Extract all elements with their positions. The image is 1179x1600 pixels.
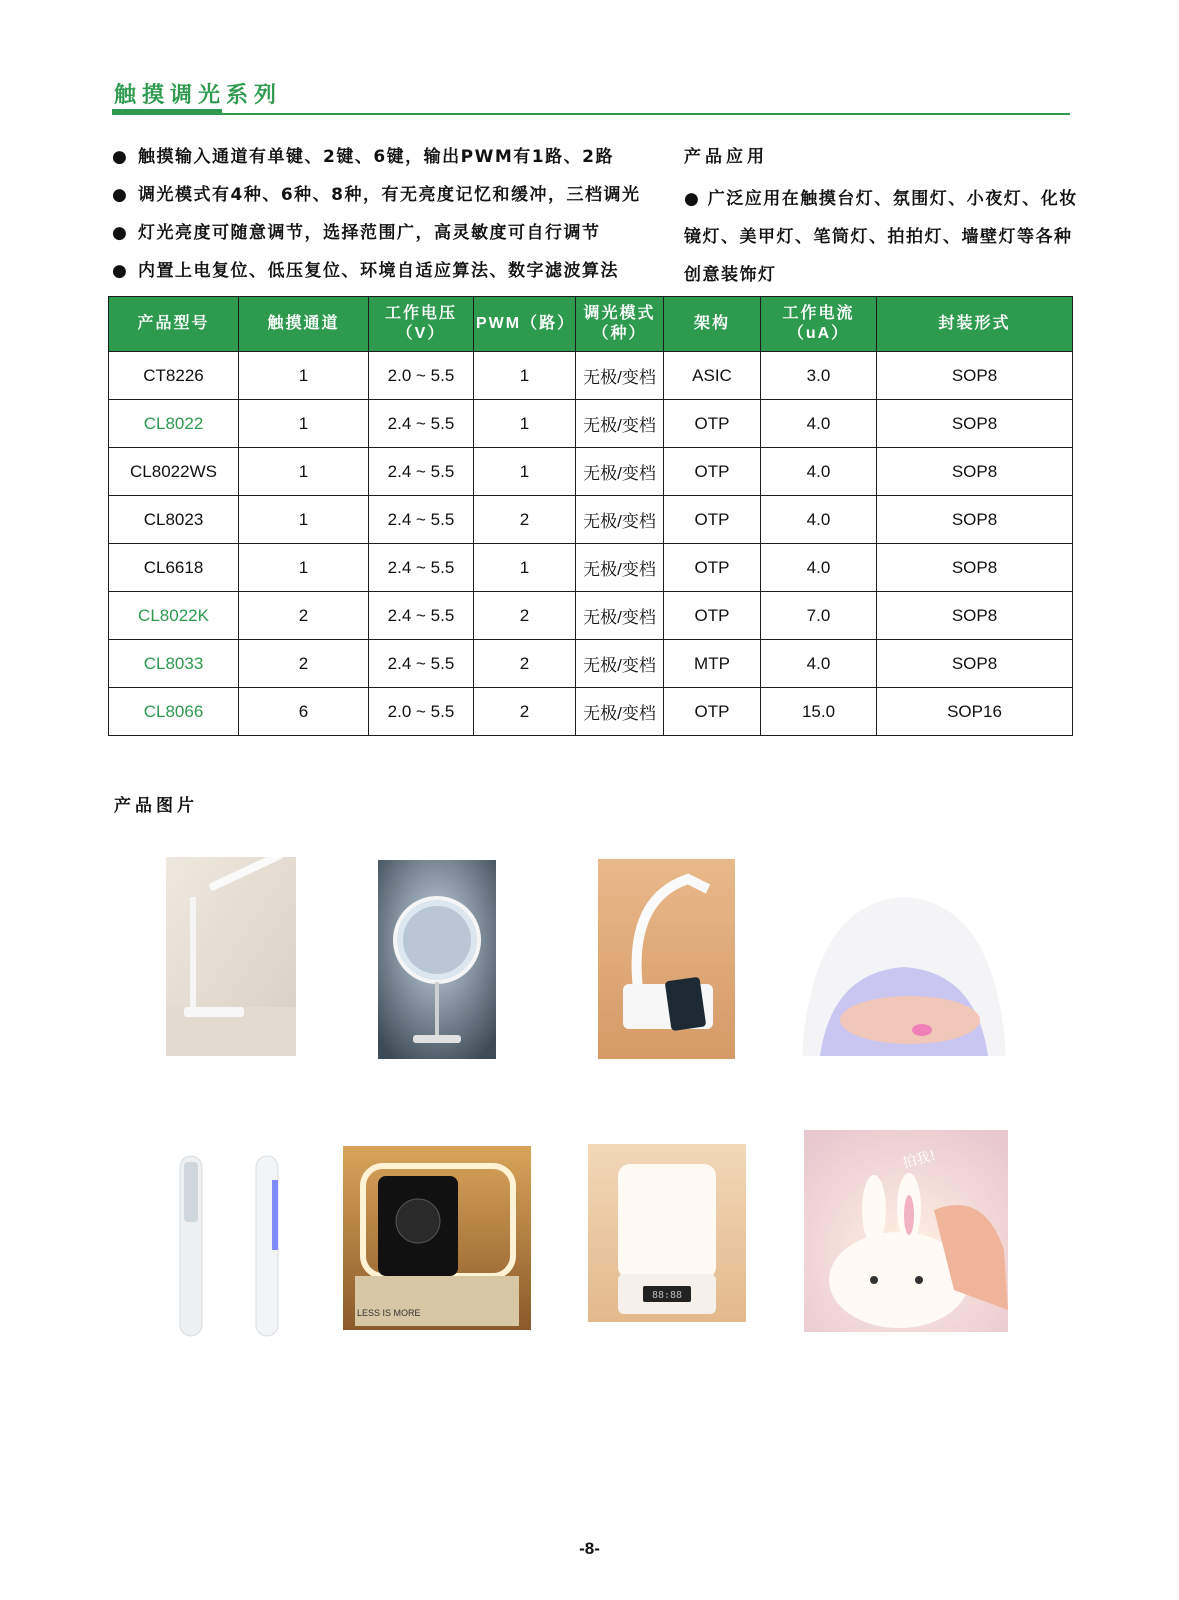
- header-line: PWM（路）: [476, 315, 576, 332]
- table-cell-mode: 无极/变档: [576, 592, 664, 640]
- header-line: 产品型号: [137, 315, 210, 332]
- table-row: [109, 352, 1073, 400]
- spec-table: [108, 296, 1073, 736]
- table-cell-current: 3.0: [761, 352, 877, 400]
- table-cell-model: CL8022WS: [109, 448, 239, 496]
- table-cell-arch: OTP: [664, 400, 761, 448]
- page-number: -8-: [579, 1539, 600, 1558]
- header-line: 触摸通道: [267, 315, 340, 332]
- table-cell-arch: OTP: [664, 592, 761, 640]
- table-row: [109, 640, 1073, 688]
- bullet-icon: ●: [112, 147, 129, 167]
- table-cell-channels: 1: [239, 448, 369, 496]
- speaker-lamp-illustration: [343, 1146, 531, 1330]
- feature-text: 触摸输入通道有单键、2键、6键，输出PWM有1路、2路: [138, 147, 614, 167]
- desk-lamp-illustration: [166, 857, 296, 1056]
- table-cell-channels: 1: [239, 400, 369, 448]
- table-cell-current: 15.0: [761, 688, 877, 736]
- table-cell-current: 4.0: [761, 496, 877, 544]
- table-cell-pwm: 2: [474, 496, 576, 544]
- table-cell-voltage: 2.4 ~ 5.5: [369, 640, 474, 688]
- table-cell-arch: OTP: [664, 496, 761, 544]
- col-header: [369, 297, 474, 352]
- table-cell-package: SOP16: [877, 688, 1073, 736]
- table-cell-current: 4.0: [761, 448, 877, 496]
- table-cell-pwm: 2: [474, 688, 576, 736]
- table-cell-package: SOP8: [877, 544, 1073, 592]
- night-light-illustration: [588, 1144, 746, 1322]
- table-cell-arch: ASIC: [664, 352, 761, 400]
- table-cell-current: 7.0: [761, 592, 877, 640]
- uv-wand-lamp-photo: [172, 1150, 292, 1340]
- col-header: [664, 297, 761, 352]
- header-line: 工作电压: [384, 305, 457, 322]
- table-cell-arch: OTP: [664, 544, 761, 592]
- desk-lamp-photo: [166, 857, 296, 1056]
- table-cell-channels: 1: [239, 544, 369, 592]
- table-row: [109, 592, 1073, 640]
- col-header: [761, 297, 877, 352]
- table-cell-pwm: 1: [474, 352, 576, 400]
- table-cell-arch: OTP: [664, 688, 761, 736]
- table-row: [109, 448, 1073, 496]
- table-row: [109, 544, 1073, 592]
- table-cell-mode: 无极/变档: [576, 544, 664, 592]
- table-cell-package: SOP8: [877, 640, 1073, 688]
- table-row: [109, 496, 1073, 544]
- table-cell-voltage: 2.0 ~ 5.5: [369, 352, 474, 400]
- table-cell-channels: 1: [239, 496, 369, 544]
- speaker-caption: LESS IS MORE: [357, 1308, 421, 1318]
- nail-lamp-photo: [792, 872, 1016, 1056]
- table-cell-model: CT8226: [109, 352, 239, 400]
- header-rule: [112, 113, 1070, 115]
- col-header: [239, 297, 369, 352]
- table-cell-channels: 1: [239, 352, 369, 400]
- bunny-night-light-photo: [804, 1130, 1008, 1332]
- bullet-icon: ●: [112, 261, 129, 281]
- table-cell-pwm: 1: [474, 400, 576, 448]
- col-header: [576, 297, 664, 352]
- feature-text: 灯光亮度可随意调节，选择范围广，高灵敏度可自行调节: [138, 223, 601, 243]
- uv-wand-illustration: [172, 1150, 292, 1340]
- table-cell-pwm: 1: [474, 448, 576, 496]
- table-cell-pwm: 1: [474, 544, 576, 592]
- table-cell-voltage: 2.4 ~ 5.5: [369, 400, 474, 448]
- table-cell-arch: OTP: [664, 448, 761, 496]
- table-cell-model: CL8066: [109, 688, 239, 736]
- table-cell-voltage: 2.4 ~ 5.5: [369, 544, 474, 592]
- header-line: 工作电流: [782, 305, 855, 322]
- bunny-light-illustration: [804, 1130, 1008, 1332]
- table-cell-mode: 无极/变档: [576, 688, 664, 736]
- nail-lamp-illustration: [792, 872, 1016, 1056]
- makeup-mirror-photo: [378, 860, 496, 1059]
- table-cell-mode: 无极/变档: [576, 496, 664, 544]
- pen-holder-lamp-photo: [598, 859, 735, 1059]
- header-line: （uA）: [787, 325, 850, 342]
- table-cell-model: CL8022: [109, 400, 239, 448]
- table-cell-channels: 2: [239, 640, 369, 688]
- table-cell-package: SOP8: [877, 352, 1073, 400]
- table-cell-current: 4.0: [761, 544, 877, 592]
- header-line: （种）: [592, 325, 647, 342]
- table-row: [109, 400, 1073, 448]
- bunny-caption: 拍我!: [900, 1147, 938, 1172]
- bullet-icon: ●: [112, 223, 129, 243]
- table-cell-package: SOP8: [877, 496, 1073, 544]
- table-cell-voltage: 2.4 ~ 5.5: [369, 496, 474, 544]
- table-cell-pwm: 2: [474, 592, 576, 640]
- night-light-display: 88:88: [651, 1290, 683, 1301]
- speaker-lamp-photo: [343, 1146, 531, 1330]
- table-cell-channels: 2: [239, 592, 369, 640]
- table-cell-package: SOP8: [877, 400, 1073, 448]
- touch-night-light-photo: [588, 1144, 746, 1322]
- table-cell-package: SOP8: [877, 592, 1073, 640]
- table-cell-mode: 无极/变档: [576, 352, 664, 400]
- table-cell-voltage: 2.4 ~ 5.5: [369, 448, 474, 496]
- pen-lamp-illustration: [598, 859, 735, 1059]
- table-cell-voltage: 2.0 ~ 5.5: [369, 688, 474, 736]
- table-cell-current: 4.0: [761, 640, 877, 688]
- col-header: [109, 297, 239, 352]
- feature-list: [112, 142, 662, 294]
- feature-item: [112, 142, 662, 180]
- feature-text: 调光模式有4种、6种、8种，有无亮度记忆和缓冲，三档调光: [138, 185, 641, 205]
- table-header-row: [109, 297, 1073, 352]
- table-cell-model: CL8023: [109, 496, 239, 544]
- table-row: [109, 688, 1073, 736]
- table-cell-model: CL6618: [109, 544, 239, 592]
- feature-item: [112, 180, 662, 218]
- feature-item: [112, 256, 662, 294]
- table-cell-pwm: 2: [474, 640, 576, 688]
- table-cell-package: SOP8: [877, 448, 1073, 496]
- table-cell-mode: 无极/变档: [576, 400, 664, 448]
- table-cell-voltage: 2.4 ~ 5.5: [369, 592, 474, 640]
- col-header: [474, 297, 576, 352]
- bullet-icon: ●: [112, 185, 129, 205]
- header-line: 封装形式: [938, 315, 1011, 332]
- pictures-label: 产品图片: [114, 796, 198, 816]
- col-header: [877, 297, 1073, 352]
- applications-title: 产品应用: [684, 147, 768, 167]
- table-cell-model: CL8033: [109, 640, 239, 688]
- table-cell-arch: MTP: [664, 640, 761, 688]
- applications-text: ● 广泛应用在触摸台灯、氛围灯、小夜灯、化妆镜灯、美甲灯、笔筒灯、拍拍灯、墙壁灯等各种创意装饰灯: [684, 189, 1078, 285]
- header-line: 调光模式: [583, 305, 656, 322]
- table-cell-current: 4.0: [761, 400, 877, 448]
- header-line: （V）: [396, 325, 446, 342]
- table-cell-mode: 无极/变档: [576, 448, 664, 496]
- table-cell-model: CL8022K: [109, 592, 239, 640]
- table-cell-channels: 6: [239, 688, 369, 736]
- feature-item: [112, 218, 662, 256]
- section-title: 触摸调光系列: [114, 83, 283, 108]
- header-line: 架构: [693, 315, 730, 332]
- feature-text: 内置上电复位、低压复位、环境自适应算法、数字滤波算法: [138, 261, 619, 281]
- mirror-illustration: [378, 860, 496, 1059]
- table-cell-mode: 无极/变档: [576, 640, 664, 688]
